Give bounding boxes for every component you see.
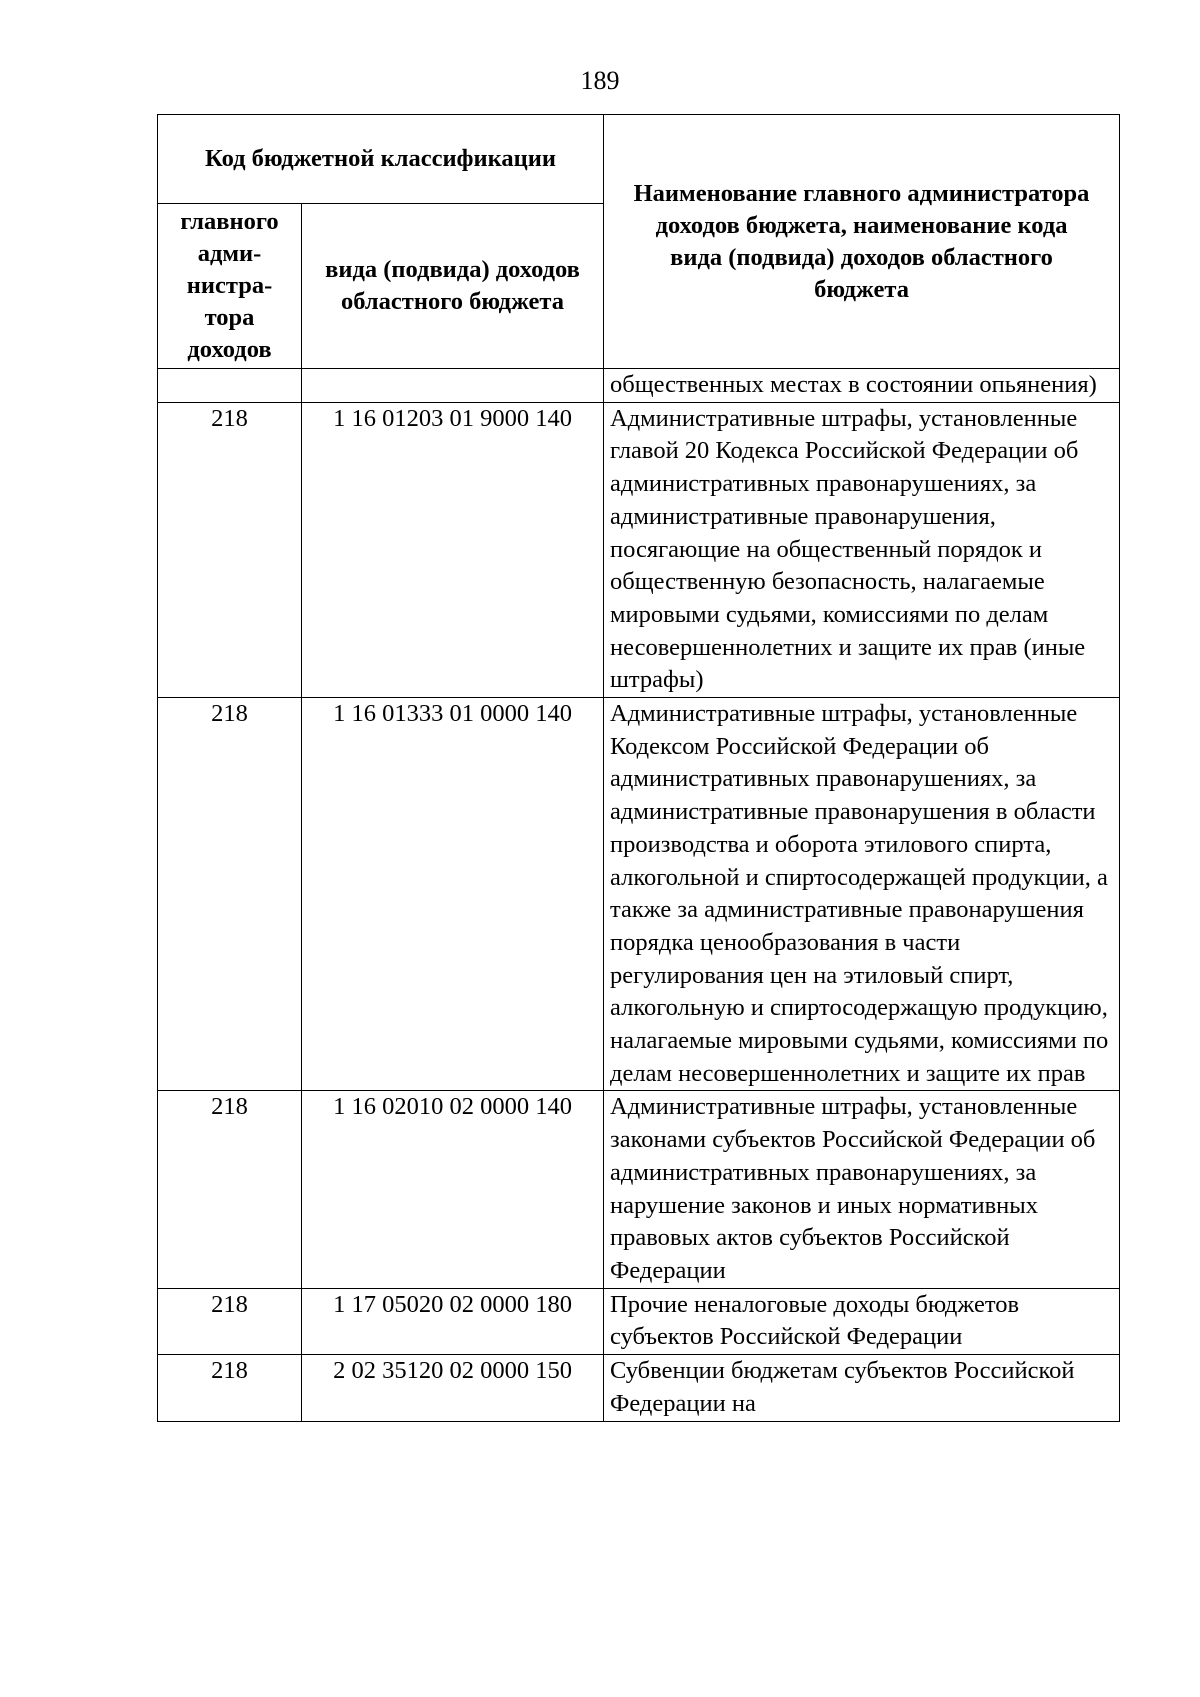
- budget-classification-table: [157, 114, 1120, 1422]
- table-row: [158, 698, 1120, 1091]
- header-admin-label: главного адми- нистра- тора доходов: [180, 208, 279, 363]
- cell-income-code: 2 02 35120 02 0000 150: [302, 1355, 604, 1421]
- cell-income-name: Административные штрафы, установленные законами субъектов Российской Федерации об административных правонарушениях, за нарушение законов и иных нормативных правовых актов субъектов Российской Федерации: [604, 1091, 1120, 1288]
- table-body: [158, 369, 1120, 1422]
- cell-income-name: общественных местах в состоянии опьянения): [604, 369, 1120, 403]
- table-row: [158, 1355, 1120, 1421]
- cell-income-code: 1 16 01203 01 9000 140: [302, 402, 604, 697]
- cell-admin-code: [158, 369, 302, 403]
- table-row: [158, 369, 1120, 403]
- cell-income-code: 1 17 05020 02 0000 180: [302, 1288, 604, 1354]
- header-code-column: вида (подвида) доходов областного бюджета: [302, 204, 604, 369]
- header-name-column: Наименование главного администратора доходов бюджета, наименование кода вида (подвида) доходов областного бюджета: [604, 115, 1120, 369]
- table-row: [158, 1288, 1120, 1354]
- page-number: 189: [580, 66, 620, 95]
- cell-income-name: Прочие неналоговые доходы бюджетов субъектов Российской Федерации: [604, 1288, 1120, 1354]
- table-row: [158, 1091, 1120, 1288]
- cell-income-name: Субвенции бюджетам субъектов Российской Федерации на: [604, 1355, 1120, 1421]
- table-row: [158, 402, 1120, 697]
- table-header: [158, 115, 1120, 369]
- cell-admin-code: 218: [158, 1091, 302, 1288]
- cell-income-name: Административные штрафы, установленные Кодексом Российской Федерации об административных правонарушениях, за административные правонарушения в области производства и оборота этилового спирта, алкогольной и спиртосодержащей продукции, а также за административные правонарушения порядка ценообразования в части регулирования цен на этиловый спирт, алкогольную и спиртосодержащую продукцию, налагаемые мировыми судьями, комиссиями по делам несовершеннолетних и защите их прав: [604, 698, 1120, 1091]
- cell-admin-code: 218: [158, 1288, 302, 1354]
- header-row-1: [158, 115, 1120, 204]
- cell-income-code: [302, 369, 604, 403]
- cell-admin-code: 218: [158, 402, 302, 697]
- header-budget-classification-code: Код бюджетной классификации: [158, 115, 604, 204]
- cell-income-code: 1 16 02010 02 0000 140: [302, 1091, 604, 1288]
- cell-admin-code: 218: [158, 698, 302, 1091]
- cell-income-name: Административные штрафы, установленные главой 20 Кодекса Российской Федерации об административных правонарушениях, за административные правонарушения, посягающие на общественный порядок и общественную безопасность, налагаемые мировыми судьями, комиссиями по делам несовершеннолетних и защите их прав (иные штрафы): [604, 402, 1120, 697]
- cell-admin-code: 218: [158, 1355, 302, 1421]
- cell-income-code: 1 16 01333 01 0000 140: [302, 698, 604, 1091]
- header-admin-column: [158, 204, 302, 369]
